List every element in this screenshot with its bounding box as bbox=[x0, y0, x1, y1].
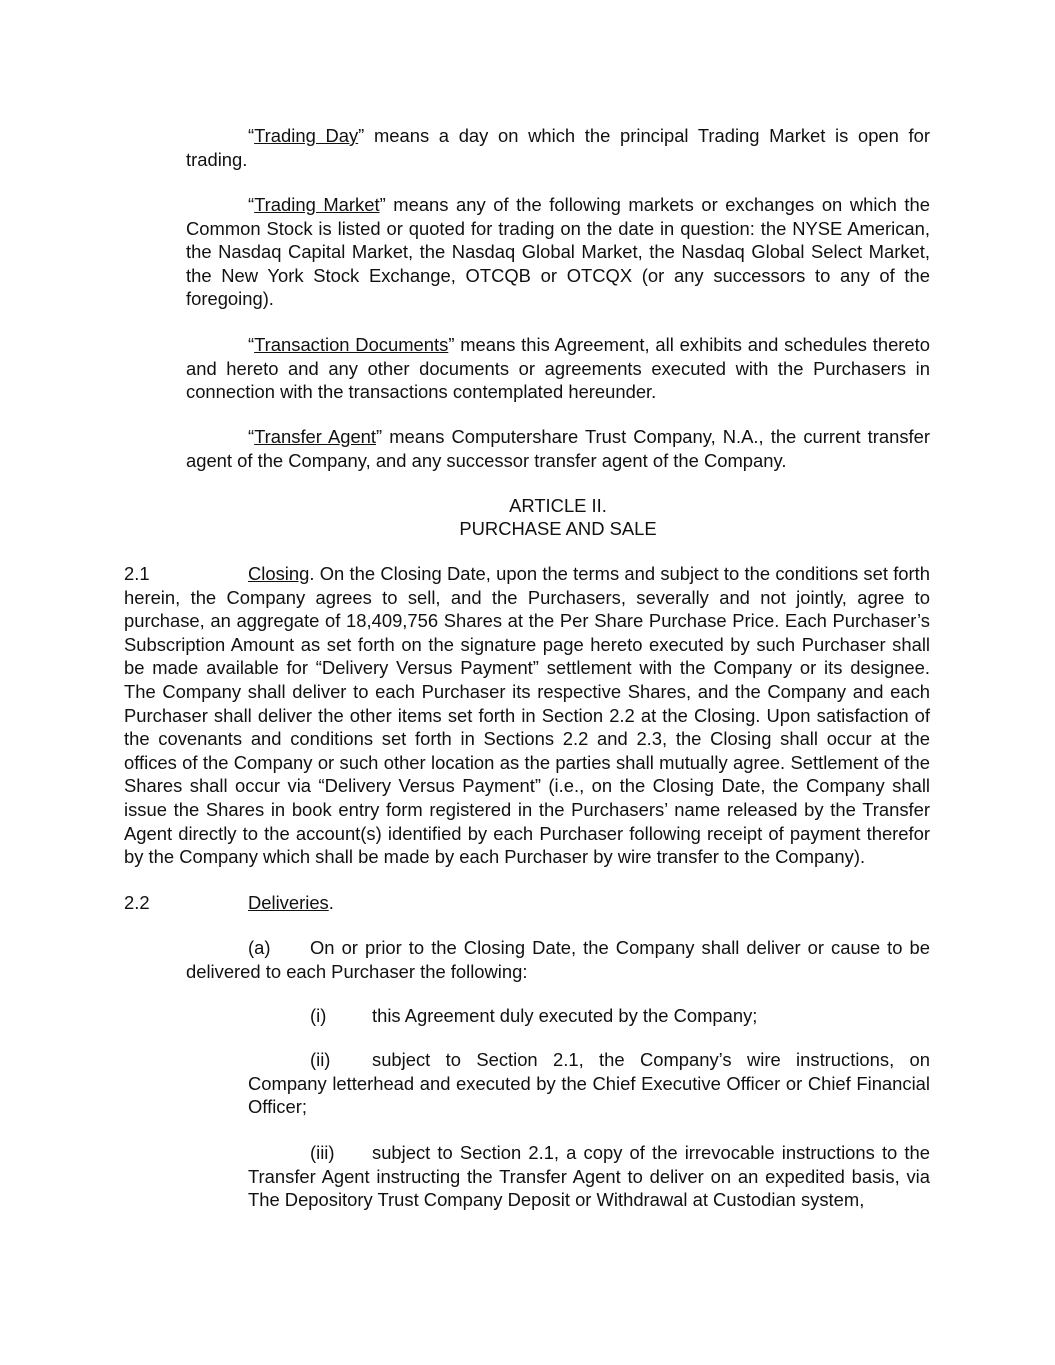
defined-term: Transfer Agent bbox=[254, 426, 377, 447]
open-quote: “ bbox=[248, 334, 255, 355]
open-quote: “ bbox=[248, 125, 255, 146]
section-title-end: . bbox=[328, 892, 334, 913]
item-text: this Agreement duly executed by the Company; bbox=[372, 1005, 758, 1026]
definition-text: ” means any of the following markets or exchanges on which the Common Stock is listed or quoted for trading on the date in question: the NYSE American, the Nasdaq Capital Market, the Nasdaq Global Market, the Nasdaq Global Select Market, the New York Stock Exchange, OTCQB or OTCQX (or any successors to any of the foregoing). bbox=[186, 194, 930, 310]
section-2-2-heading bbox=[248, 891, 334, 915]
definition-text: ” means this Agreement, all exhibits and schedules thereto and hereto and any other documents or agreements executed with the Purchasers in connection with the transactions contemplated hereunder. bbox=[186, 334, 930, 403]
definition-transfer-agent bbox=[186, 425, 930, 472]
subsection-text: On or prior to the Closing Date, the Company shall deliver or cause to be delivered to each Purchaser the following: bbox=[186, 937, 930, 982]
section-title: Closing bbox=[248, 563, 310, 584]
defined-term: Trading Market bbox=[254, 194, 380, 215]
list-item bbox=[248, 1048, 930, 1119]
open-quote: “ bbox=[248, 194, 255, 215]
item-label: (i) bbox=[310, 1005, 327, 1026]
section-2-1 bbox=[124, 562, 930, 869]
section-number: 2.1 bbox=[124, 563, 150, 584]
item-text: subject to Section 2.1, the Company’s wire instructions, on Company letterhead and executed by the Chief Executive Officer or Chief Financial Officer; bbox=[248, 1049, 930, 1118]
section-2-2-number: 2.2 bbox=[124, 892, 150, 913]
item-label: (ii) bbox=[310, 1049, 331, 1070]
list-item bbox=[248, 1141, 930, 1212]
list-item bbox=[248, 1004, 930, 1028]
item-label: (iii) bbox=[310, 1142, 335, 1163]
subsection-a bbox=[186, 936, 930, 983]
defined-term: Transaction Documents bbox=[254, 334, 449, 355]
section-title: Deliveries bbox=[248, 892, 329, 913]
article-title: PURCHASE AND SALE bbox=[459, 518, 657, 539]
definition-transaction-documents bbox=[186, 333, 930, 404]
item-text: subject to Section 2.1, a copy of the irrevocable instructions to the Transfer Agent instructing the Transfer Agent to deliver on an expedited basis, via The Depository Trust Company Deposit or Withdrawal at Custodian system, bbox=[248, 1142, 930, 1211]
definition-text: ” means a day on which the principal Trading Market is open for trading. bbox=[186, 125, 930, 170]
definition-trading-day bbox=[186, 124, 930, 171]
subsection-label: (a) bbox=[248, 937, 271, 958]
article-number: ARTICLE II. bbox=[509, 495, 607, 516]
definition-trading-market bbox=[186, 193, 930, 311]
definition-text: ” means Computershare Trust Company, N.A., the current transfer agent of the Company, and any successor transfer agent of the Company. bbox=[186, 426, 930, 471]
open-quote: “ bbox=[248, 426, 255, 447]
defined-term: Trading Day bbox=[254, 125, 359, 146]
section-body: . On the Closing Date, upon the terms and subject to the conditions set forth herein, the Company agrees to sell, and the Purchasers, severally and not jointly, agree to purchase, an aggregate of 18,409,756 Shares at the Per Share Purchase Price. Each Purchaser’s Subscription Amount as set forth on the signature page hereto executed by such Purchaser shall be made available for “Delivery Versus Payment” settlement with the Company or its designee. The Company shall deliver to each Purchaser its respective Shares, and the Company and each Purchaser shall deliver the other items set forth in Section 2.2 at the Closing. Upon satisfaction of the covenants and conditions set forth in Sections 2.2 and 2.3, the Closing shall occur at the offices of the Company or such other location as the parties shall mutually agree. Settlement of the Shares shall occur via “Delivery Versus Payment” (i.e., on the Closing Date, the Company shall issue the Shares in book entry form registered in the Purchasers’ name released by the Transfer Agent directly to the account(s) identified by each Purchaser following receipt of payment therefor by the Company which shall be made by each Purchaser by wire transfer to the Company). bbox=[124, 563, 930, 868]
